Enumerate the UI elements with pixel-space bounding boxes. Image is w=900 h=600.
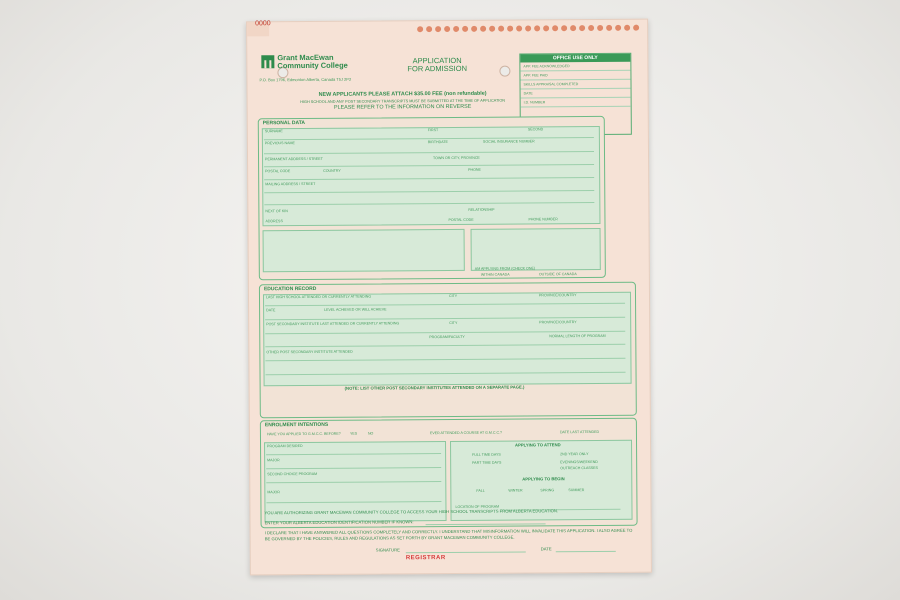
perforation-hole [597,25,603,31]
office-row: APP. FEE PAID [520,71,630,81]
field-label: NEXT OF KIN [265,209,288,214]
applying-to-begin-label: APPLYING TO BEGIN [522,476,565,482]
college-name [277,54,348,70]
field-label: MAJOR [267,458,280,463]
status-checkboxes[interactable] [263,229,465,272]
field-label: DATE LAST ATTENDED [559,429,600,435]
perforation-hole [615,25,621,31]
attend-option[interactable]: 2ND YEAR ONLY [560,452,589,457]
attend-option[interactable]: EVENINGS/WEEKEND [560,459,598,465]
apply-option[interactable]: OUTSIDE OF CANADA [538,272,577,277]
begin-option[interactable]: SPRING [540,488,555,493]
attend-option[interactable]: FULL TIME DAYS [472,452,501,457]
field-label: SECOND [527,127,544,132]
perforation-hole [462,26,468,32]
field-label: PROVINCE/COUNTRY [538,293,577,298]
perforation-hole [552,25,558,31]
field-label: DATE [266,308,276,313]
education-note: (NOTE: LIST OTHER POST SECONDARY INSTITUTES ATTENDED ON A SEPARATE PAGE.) [344,384,525,391]
field-label: PHONE NUMBER [528,217,558,222]
begin-option[interactable]: WINTER [508,488,523,493]
perforation-hole [471,26,477,32]
perforation-holes [247,20,647,23]
perforation-hole [435,26,441,32]
declaration-text: I DECLARE THAT I HAVE ANSWERED ALL QUESTIONS COMPLETELY AND CORRECTLY. I UNDERSTAND THAT MISINFORMATION WILL INVALIDATE THIS APPLICATION. I ALSO AGREE TO BE GOVERNED BY THE POLICIES, RULES AND REGULATIONS AS SET FORTH BY GRANT MACEWAN COMMUNITY COLLEGE. [264,527,633,542]
perforation-hole [444,26,450,32]
office-row: APP. FEE ACKNOWLEDGED [520,62,630,72]
college-logo [261,55,274,68]
form-title-line1: APPLICATION [412,55,462,66]
office-row: I.D. NUMBER [521,98,631,108]
attend-option[interactable]: PART TIME DAYS [472,460,502,465]
signature-line[interactable] [406,551,526,553]
field-label: SURNAME [264,129,283,134]
field-label: PREVIOUS NAME [264,141,295,146]
office-use-only-heading: OFFICE USE ONLY [520,54,630,63]
field-label: OTHER POST SECONDARY INSTITUTE ATTENDED [266,349,353,355]
perforation-hole [588,25,594,31]
apply-from-label: AM APPLYING FROM (CHECK ONE) [474,266,536,271]
form-title [407,57,467,73]
field-label: MAILING ADDRESS / STREET [265,181,316,187]
field-label: BIRTHDATE [427,140,448,145]
notice-fee: NEW APPLICANTS PLEASE ATTACH $35.00 FEE (non refundable) [318,90,487,98]
residency-fields[interactable] [471,228,601,271]
perforation-hole [606,25,612,31]
notice-reverse: PLEASE REFER TO THE INFORMATION ON REVERSE [333,103,472,111]
perforation-hole [489,26,495,32]
perforation-hole [534,25,540,31]
section-heading: PERSONAL DATA [262,120,306,127]
begin-option[interactable]: SUMMER [568,488,585,493]
office-row: DATE [521,89,631,99]
field-label: RELATIONSHIP [468,207,495,212]
field-label: PROVINCE/COUNTRY [539,320,577,325]
field-label: SECOND CHOICE PROGRAM [267,471,318,477]
section-heading: ENROLMENT INTENTIONS [264,421,329,429]
field-label: NORMAL LENGTH OF PROGRAM [549,333,606,339]
perforation-hole [579,25,585,31]
perforation-hole [498,26,504,32]
field-label: PROGRAM/FACULTY [429,334,465,340]
field-label: LEVEL ACHIEVED OR WILL ACHIEVE [324,307,387,312]
field-label: POSTAL CODE [448,217,474,223]
field-label: FIRST [427,128,439,133]
college-address: P.O. Box 1796, Edmonton Alberta, Canada T5J 2P2 [259,76,352,83]
field-label[interactable]: YES [349,431,358,436]
perforation-hole [507,26,513,32]
application-form-sheet [246,19,652,576]
registrar-label: REGISTRAR [405,555,446,562]
field-label: PERMANENT ADDRESS / STREET [265,156,323,162]
field-label: CITY [449,320,458,325]
perforation-hole [516,25,522,31]
perforation-hole [624,25,630,31]
signature-label: SIGNATURE [375,547,400,553]
field-label: POST SECONDARY INSTITUTE LAST ATTENDED OR CURRENTLY ATTENDING [266,321,400,327]
perforation-hole [426,26,432,32]
field-label: MAJOR [267,490,280,495]
field-label: PROGRAM DESIRED [267,444,303,449]
field-label: POSTAL CODE [265,169,291,174]
perforation-hole [480,26,486,32]
date-label: DATE [540,546,552,552]
perforation-hole [543,25,549,31]
perforation-hole [561,25,567,31]
perforation-hole [570,25,576,31]
perforation-hole [417,26,423,32]
field-label: HAVE YOU APPLIED TO G.M.C.C. BEFORE? [266,431,341,437]
field-label: COUNTRY [323,168,341,173]
field-label: CITY [448,293,458,298]
field-label: LOCATION OF PROGRAM [455,504,500,509]
field-label: SOCIAL INSURANCE NUMBER [482,139,535,144]
notice-transcripts: HIGH SCHOOL AND ANY POST SECONDARY TRANSCRIPTS MUST BE SUBMITTED AT THE TIME OF APPLICATION [300,98,506,105]
field-label[interactable]: NO [367,431,374,436]
perforation-hole [453,26,459,32]
college-name-line2: Community College [277,60,348,71]
field-label: PHONE [468,167,481,172]
authorization-text: YOU ARE AUTHORIZING GRANT MACEWAN COMMUNITY COLLEGE TO ACCESS YOUR HIGH SCHOOL TRANSCRIPTS FROM ALBERTA EDUCATION. [264,508,559,516]
field-label: EVER ATTENDED A COURSE AT G.M.C.C.? [429,430,503,436]
form-title-line2: FOR ADMISSION [407,63,468,74]
date-line[interactable] [556,551,616,552]
section-heading: EDUCATION RECORD [263,285,317,293]
college-name-line1: Grant MacEwan [277,52,334,63]
field-label: LAST HIGH SCHOOL ATTENDED OR CURRENTLY ATTENDING [265,294,372,300]
field-label: ADDRESS [265,219,283,224]
attend-option[interactable]: OUTREACH CLASSES [560,465,598,471]
office-row: SKILLS APPRAISAL COMPLETED [520,80,630,90]
begin-option[interactable]: FALL [476,488,485,493]
applying-to-attend-label: APPLYING TO ATTEND [515,442,561,448]
field-label: TOWN OR CITY, PROVINCE [433,155,480,161]
sheet-number: 0000 [255,20,271,28]
perforation-hole [525,25,531,31]
apply-option[interactable]: WITHIN CANADA [480,272,510,277]
binder-hole-right [499,66,510,77]
alberta-id-label: ENTER YOUR ALBERTA EDUCATION IDENTIFICATION NUMBER IF KNOWN: [264,519,414,526]
perforation-hole [633,25,639,31]
